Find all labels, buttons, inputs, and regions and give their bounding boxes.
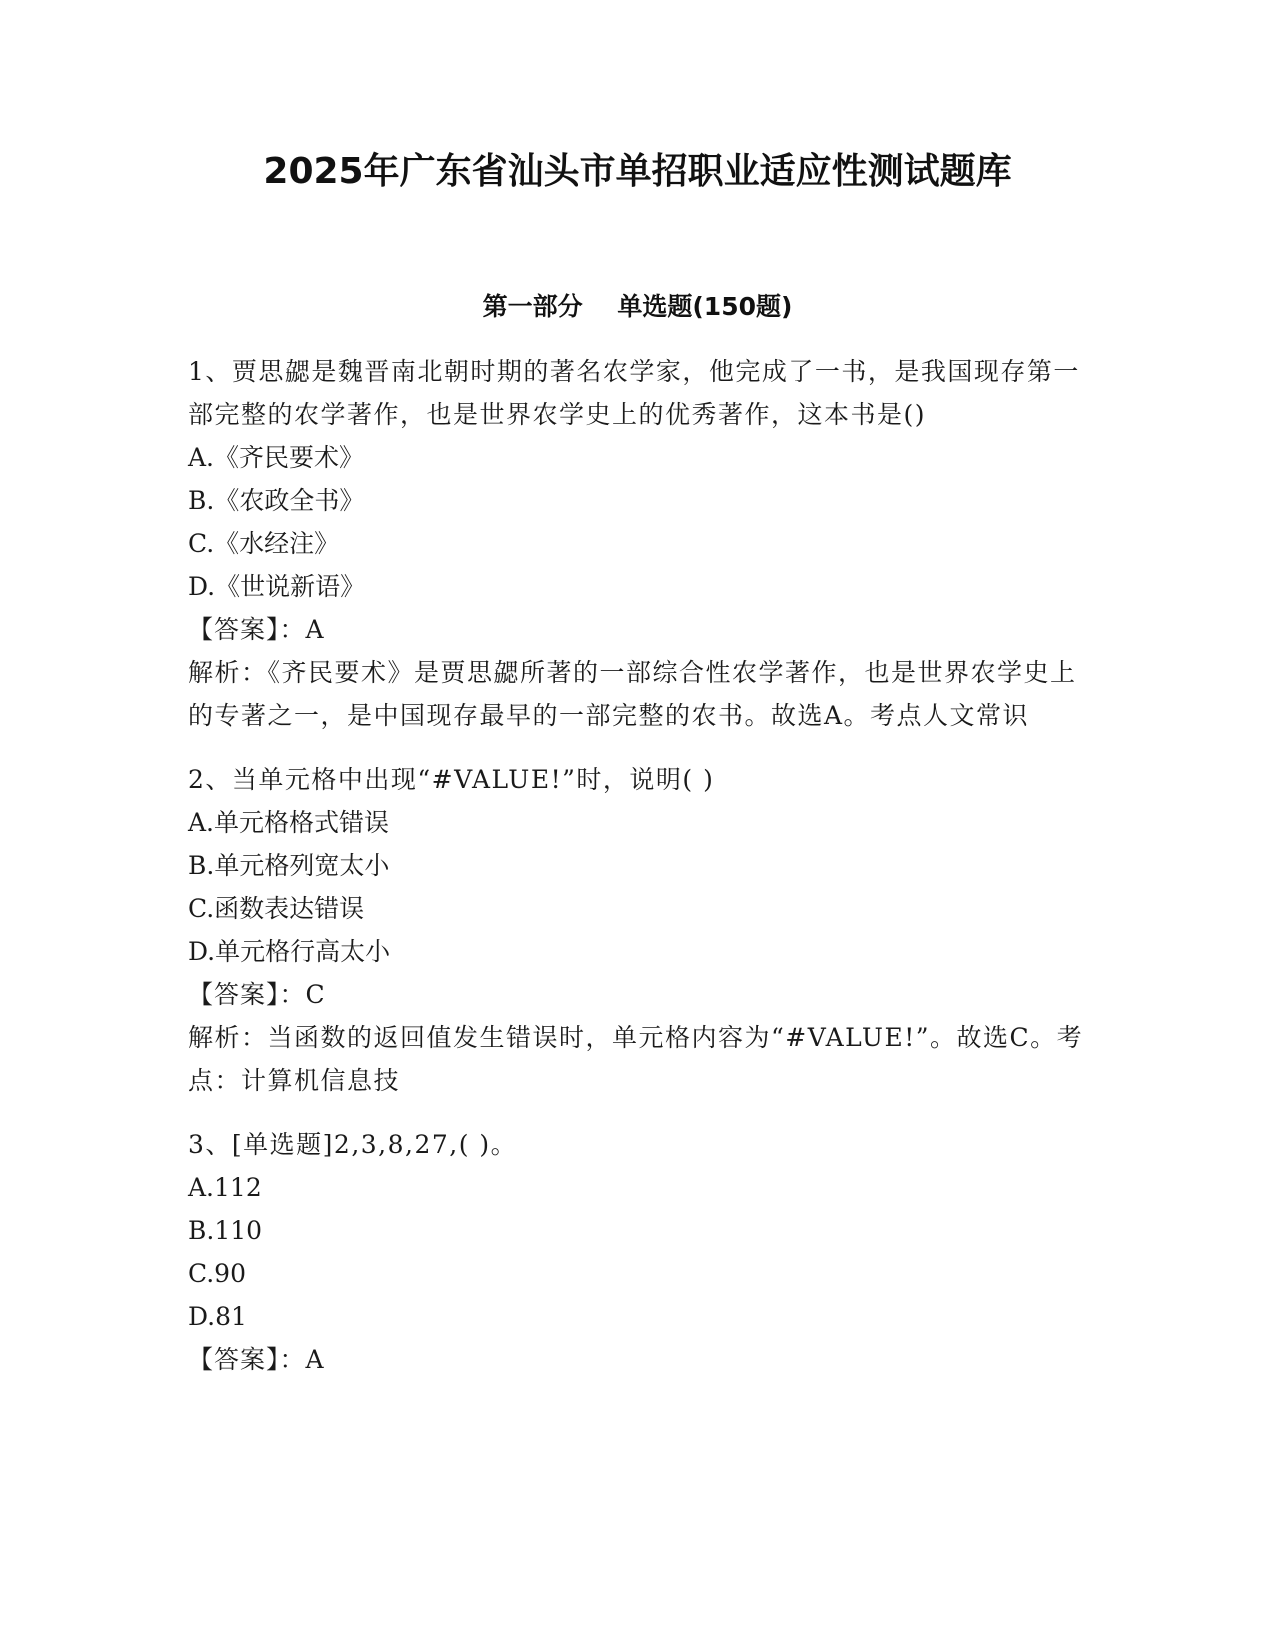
option-d: D.81 <box>188 1302 247 1331</box>
document-title: 2025年广东省汕头市单招职业适应性测试题库 <box>263 151 1012 192</box>
option-a: A.单元格格式错误 <box>188 808 390 837</box>
option-c: C.90 <box>188 1259 246 1288</box>
analysis: 解析：《齐民要术》是贾思勰所著的一部综合性农学著作，也是世界农学史上的专著之一，是中国现存最早的一部完整的农书。故选A。考点人文常识 <box>188 658 1077 730</box>
question-3 <box>188 1123 1088 1381</box>
option-d: D.单元格行高太小 <box>188 937 391 966</box>
question-1 <box>188 350 1088 737</box>
option-a: A.《齐民要术》 <box>188 443 365 472</box>
option-d: D.《世说新语》 <box>188 572 366 601</box>
option-a: A.112 <box>188 1173 262 1202</box>
option-c: C.《水经注》 <box>188 529 340 558</box>
answer: 【答案】：A <box>188 1345 325 1374</box>
question-stem: 1、贾思勰是魏晋南北朝时期的著名农学家，他完成了一书，是我国现存第一部完整的农学著作，也是世界农学史上的优秀著作，这本书是() <box>188 357 1080 429</box>
answer: 【答案】：C <box>188 980 326 1009</box>
analysis: 解析：当函数的返回值发生错误时，单元格内容为“#VALUE!”。故选C。考点：计算机信息技 <box>188 1023 1084 1095</box>
option-b: B.110 <box>188 1216 263 1245</box>
section-heading: 第一部分 单选题(150题) <box>482 292 793 321</box>
option-b: B.单元格列宽太小 <box>188 851 390 880</box>
option-c: C.函数表达错误 <box>188 894 365 923</box>
question-stem: 2、当单元格中出现“#VALUE!”时，说明( ) <box>188 765 715 794</box>
question-2 <box>188 758 1088 1102</box>
question-stem: 3、[单选题]2,3,8,27,( )。 <box>188 1130 518 1159</box>
option-b: B.《农政全书》 <box>188 486 365 515</box>
question-list <box>188 350 1088 1402</box>
answer: 【答案】：A <box>188 615 325 644</box>
